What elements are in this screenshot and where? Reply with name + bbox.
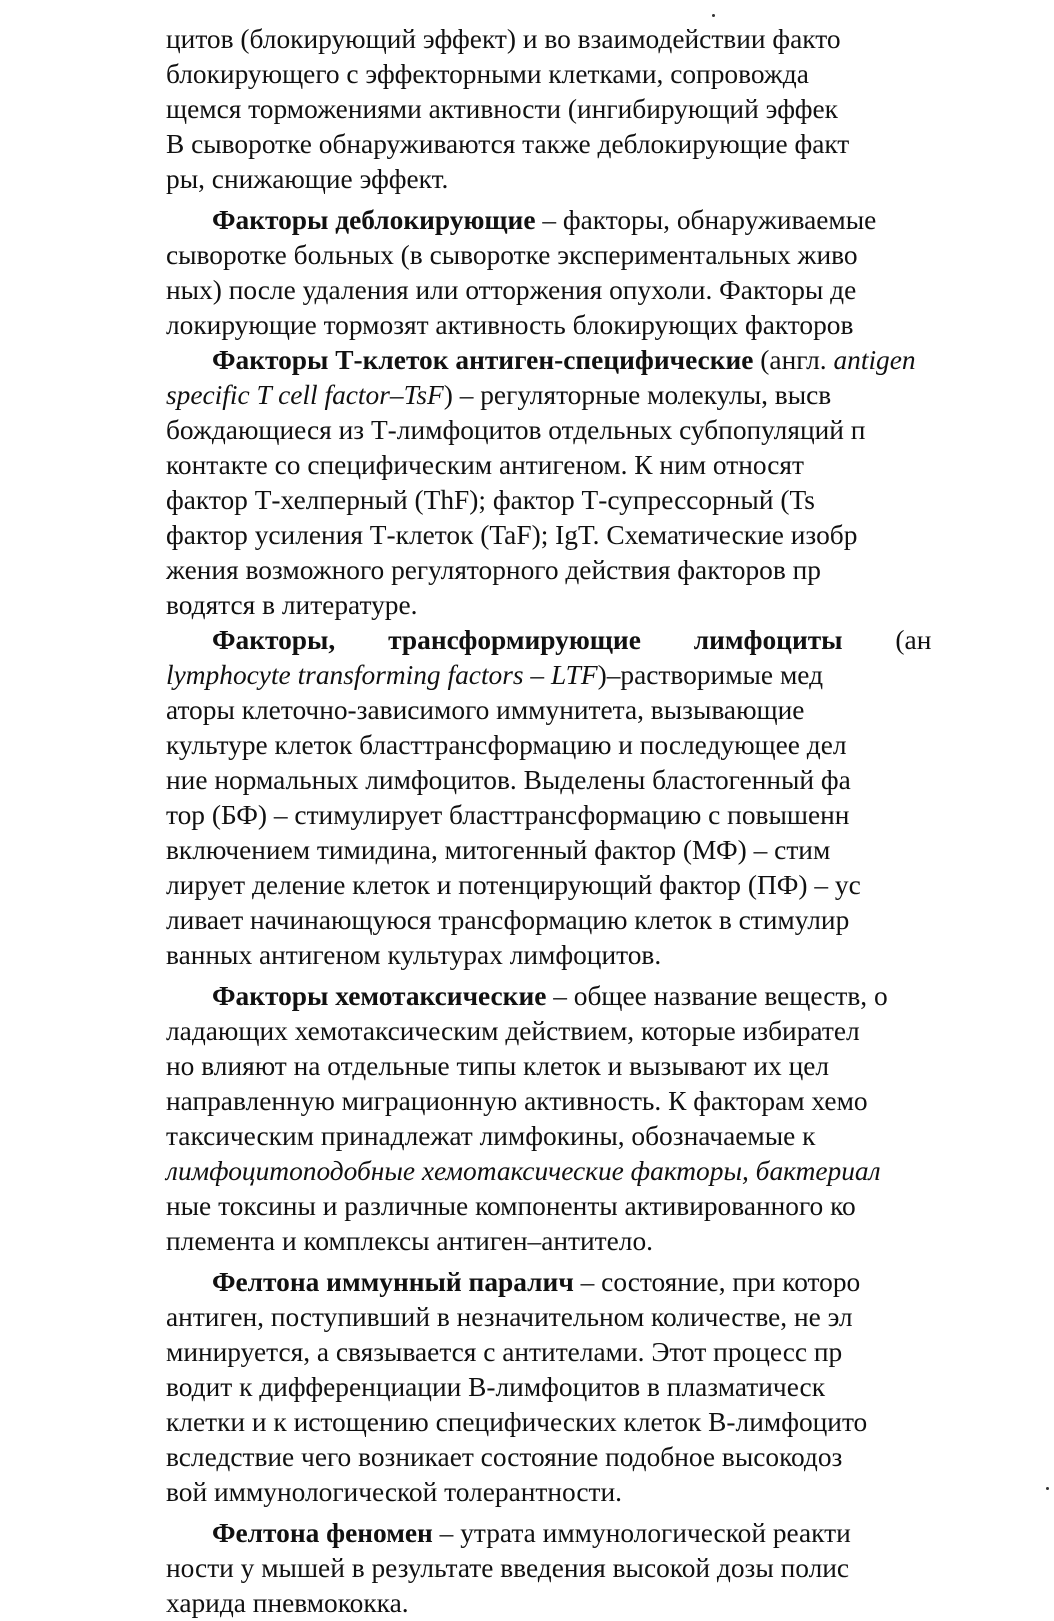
text-line: ние нормальных лимфоцитов. Выделены бластогенный фа	[166, 765, 851, 795]
text-line: племента и комплексы антиген–антитело.	[166, 1226, 653, 1256]
entry-first-line	[166, 623, 1054, 658]
entry-first-line	[166, 203, 1054, 238]
text-fragment: – общее название веществ, о	[546, 981, 888, 1011]
text-line: lymphocyte transforming factors – LTF)–растворимые мед	[166, 660, 824, 690]
entry-first-line	[166, 979, 1054, 1014]
text-line: харида пневмококка.	[166, 1588, 409, 1618]
text-line: щемся торможениями активности (ингибирующий эффек	[166, 94, 838, 124]
entry-term: Факторы хемотаксические	[212, 981, 547, 1011]
text-fragment: – состояние, при которо	[573, 1267, 861, 1297]
text-line: водит к дифференциации В-лимфоцитов в плазматическ	[166, 1372, 826, 1402]
text-line: включением тимидина, митогенный фактор (МФ) – стим	[166, 835, 831, 865]
text-line: ных) после удаления или отторжения опухоли. Факторы де	[166, 275, 857, 305]
text-line: клетки и к истощению специфических клеток В-лимфоцито	[166, 1407, 868, 1437]
text-line: антиген, поступивший в незначительном количестве, не эл	[166, 1302, 853, 1332]
entry-term: Факторы, трансформирующие лимфоциты	[212, 625, 843, 655]
text-line: тор (БФ) – стимулирует бласттрансформацию с повышенн	[166, 800, 850, 830]
italic-term: specific T cell factor–TsF	[166, 380, 444, 410]
text-line: минируется, а связывается с антителами. Этот процесс пр	[166, 1337, 843, 1367]
entry-term: Фелтона феномен	[212, 1518, 433, 1548]
text-line: ванных антигеном культурах лимфоцитов.	[166, 940, 662, 970]
text-line: локирующие тормозят активность блокирующих факторов	[166, 310, 854, 340]
italic-term: лимфоцитоподобные хемотаксические факторы, бактериал	[166, 1156, 881, 1186]
text-fragment: (англ. antigen	[753, 345, 916, 375]
text-line: цитов (блокирующий эффект) и во взаимодействии факто	[166, 24, 841, 54]
text-line: лирует деление клеток и потенцирующий фактор (ПФ) – ус	[166, 870, 861, 900]
text-fragment: – утрата иммунологической реакти	[432, 1518, 851, 1548]
text-line: ладающих хемотаксическим действием, которые избирател	[166, 1016, 860, 1046]
text-line: аторы клеточно-зависимого иммунитета, вызывающие	[166, 695, 805, 725]
text-line	[166, 1154, 1054, 1189]
text-line: вой иммунологической толерантности.	[166, 1477, 623, 1507]
text-line: фактор Т-хелперный (ThF); фактор Т-супрессорный (Ts	[166, 485, 815, 515]
text-line: specific T cell factor–TsF) – регуляторные молекулы, высв	[166, 380, 832, 410]
italic-term: antigen	[833, 345, 916, 375]
text-line: ливает начинающуюся трансформацию клеток в стимулир	[166, 905, 850, 935]
scan-speck	[712, 14, 715, 17]
entry-chemotactic-factors	[166, 979, 1054, 1259]
entry-t-cell-factors	[166, 343, 1054, 623]
text-line: ные токсины и различные компоненты активированного ко	[166, 1191, 856, 1221]
text-line: ры, снижающие эффект.	[166, 164, 449, 194]
entry-first-line	[166, 343, 1054, 378]
text-line: сыворотке больных (в сыворотке экспериментальных живо	[166, 240, 858, 270]
text-line: таксическим принадлежат лимфокины, обозначаемые к	[166, 1121, 816, 1151]
text-line: бождающиеся из Т-лимфоцитов отдельных субпопуляций п	[166, 415, 866, 445]
entry-deblocking-factors	[166, 203, 1054, 343]
paragraph-continuation	[166, 22, 1054, 197]
text-line: контакте со специфическим антигеном. К ним относят	[166, 450, 804, 480]
text-line: ности у мышей в результате введения высокой дозы полис	[166, 1553, 850, 1583]
text-line: фактор усиления Т-клеток (TaF); IgT. Схематические изобр	[166, 520, 858, 550]
entry-first-line	[166, 1516, 1054, 1551]
document-page	[166, 22, 1054, 1618]
text-line: водятся в литературе.	[166, 590, 418, 620]
text-line: но влияют на отдельные типы клеток и вызывают их цел	[166, 1051, 830, 1081]
entry-term: Фелтона иммунный паралич	[212, 1267, 574, 1297]
entry-lymphocyte-transforming-factors	[166, 623, 1054, 973]
entry-felton-immune-paralysis	[166, 1265, 1054, 1510]
text-fragment: (ан	[842, 625, 932, 655]
italic-term: lymphocyte transforming factors – LTF	[166, 660, 598, 690]
text-line: направленную миграционную активность. К факторам хемо	[166, 1086, 868, 1116]
entry-first-line	[166, 1265, 1054, 1300]
text-line: жения возможного регуляторного действия факторов пр	[166, 555, 821, 585]
text-line: вследствие чего возникает состояние подобное высокодоз	[166, 1442, 843, 1472]
text-line: В сыворотке обнаруживаются также деблокирующие факт	[166, 129, 850, 159]
entry-term: Факторы Т-клеток антиген-специфические	[212, 345, 754, 375]
text-fragment: – факторы, обнаруживаемые	[535, 205, 877, 235]
scan-speck	[1046, 1487, 1049, 1490]
text-line: культуре клеток бласттрансформацию и последующее дел	[166, 730, 847, 760]
entry-term: Факторы деблокирующие	[212, 205, 536, 235]
entry-felton-phenomenon	[166, 1516, 1054, 1621]
text-line: блокирующего с эффекторными клетками, сопровожда	[166, 59, 809, 89]
